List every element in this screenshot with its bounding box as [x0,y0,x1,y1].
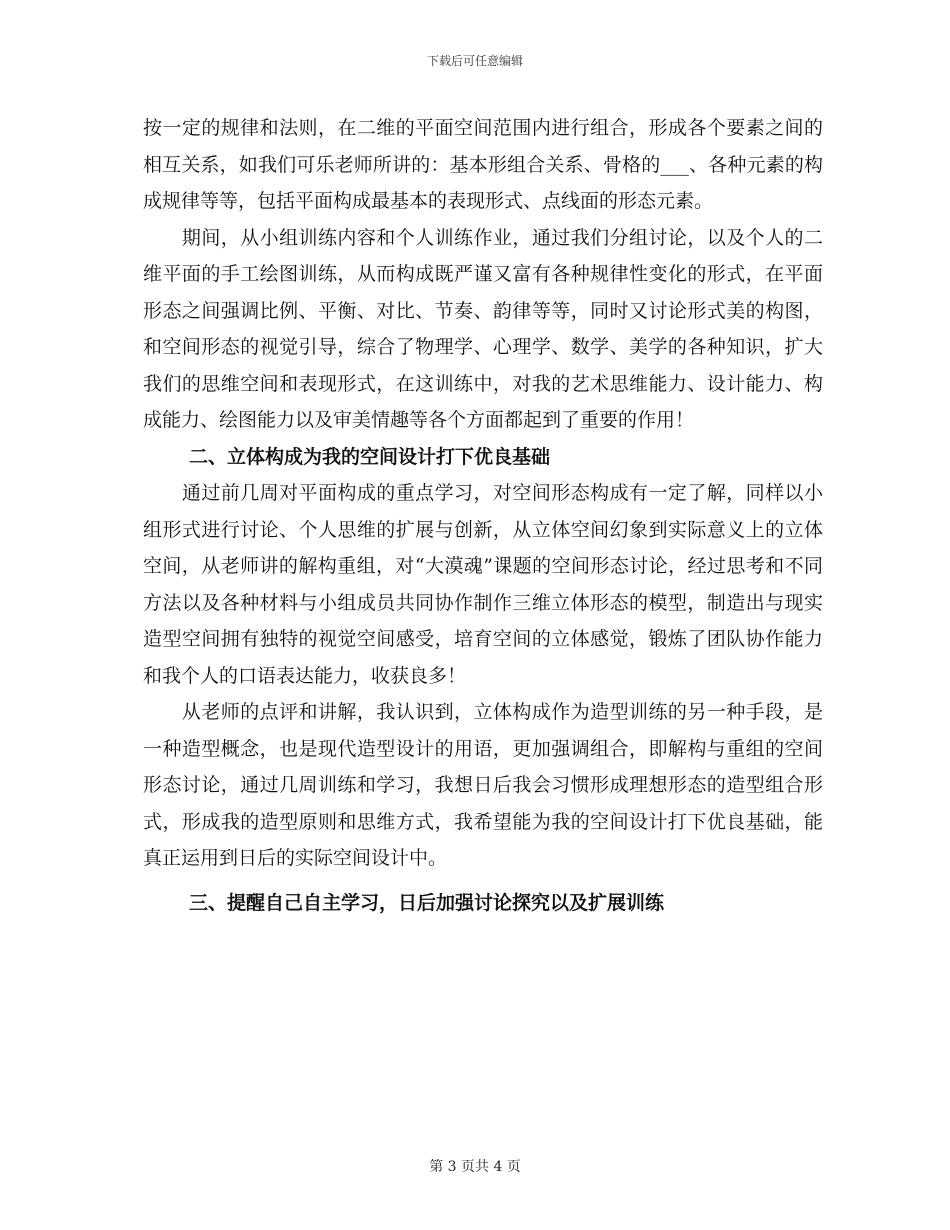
paragraph-plane-composition: 按一定的规律和法则，在二维的平面空间范围内进行组合，形成各个要素之间的相互关系，如我们可乐老师所讲的：基本形组合关系、骨格的___、各种元素的构成规律等等，包括平面构成最基本的表现形式、点线面的形态元素。 [143,117,823,212]
page-header-note: 下载后可任意编辑 [426,54,523,68]
paragraph-training-period: 期间，从小组训练内容和个人训练作业，通过我们分组讨论，以及个人的二维平面的手工绘图训练，从而构成既严谨又富有各种规律性变化的形式，在平面形态之间强调比例、平衡、对比、节奏、韵律等等，同时又讨论形式美的构图，和空间形态的视觉引导，综合了物理学、心理学、数学、美学的各种知识，扩大我们的思维空间和表现形式，在这训练中，对我的艺术思维能力、设计能力、构成能力、绘图能力以及审美情趣等各个方面都起到了重要的作用！ [143,226,823,431]
paragraph-3d-composition: 通过前几周对平面构成的重点学习，对空间形态构成有一定了解，同样以小组形式进行讨论、个人思维的扩展与创新，从立体空间幻象到实际意义上的立体空间，从老师讲的解构重组，对“大漠魂”课题的空间形态讨论，经过思考和不同方法以及各种材料与小组成员共同协作制作三维立体形态的模型，制造出与现实造型空间拥有独特的视觉空间感受，培育空间的立体感觉，锻炼了团队协作能力和我个人的口语表达能力，收获良多！ [143,482,823,687]
section-heading-3: 三、提醒自己自主学习，日后加强讨论探究以及扩展训练 [189,891,665,914]
paragraph-teacher-comments: 从老师的点评和讲解，我认识到，立体构成作为造型训练的另一种手段，是一种造型概念，也是现代造型设计的用语，更加强调组合，即解构与重组的空间形态讨论，通过几周训练和学习，我想日后我会习惯形成理想形态的造型组合形式，形成我的造型原则和思维方式，我希望能为我的空间设计打下优良基础，能真正运用到日后的实际空间设计中。 [143,701,823,869]
document-body [143,110,823,921]
section-heading-2: 二、立体构成为我的空间设计打下优良基础 [189,445,551,468]
page-number: 第 3 页共 4 页 [429,1159,521,1175]
